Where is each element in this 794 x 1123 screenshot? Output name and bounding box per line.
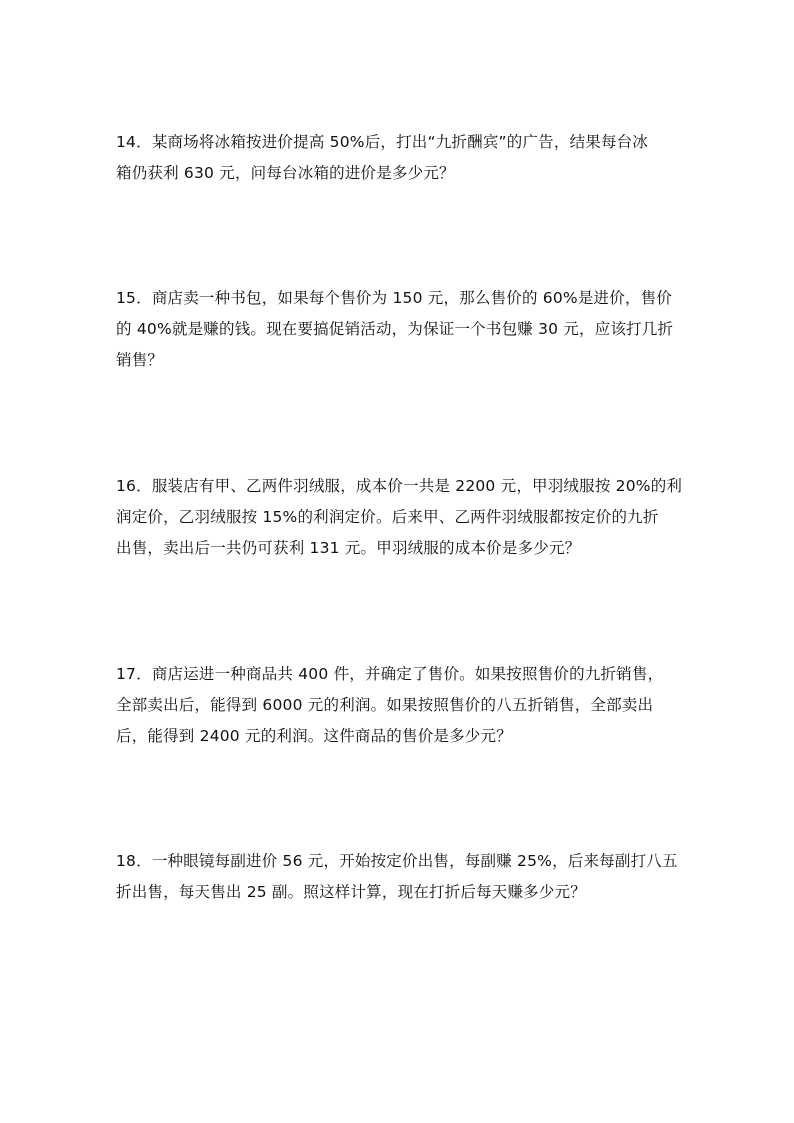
question-line: 润定价，乙羽绒服按 15%的利润定价。后来甲、乙两件羽绒服都按定价的九折 xyxy=(116,508,659,526)
question-line: 15．商店卖一种书包，如果每个售价为 150 元，那么售价的 60%是进价，售价 xyxy=(116,289,673,307)
question-line: 箱仍获利 630 元，问每台冰箱的进价是多少元？ xyxy=(116,164,455,182)
question-line: 出售，卖出后一共仍可获利 131 元。甲羽绒服的成本价是多少元？ xyxy=(116,539,581,557)
question-line: 全部卖出后，能得到 6000 元的利润。如果按照售价的八五折销售，全部卖出 xyxy=(116,696,654,714)
question-18 xyxy=(116,846,676,908)
question-line: 的 40%就是赚的钱。现在要搞促销活动，为保证一个书包赚 30 元，应该打几折 xyxy=(116,320,674,338)
question-line: 14．某商场将冰箱按进价提高 50%后，打出“九折酬宾”的广告，结果每台冰 xyxy=(116,133,649,151)
question-line: 销售？ xyxy=(116,351,164,369)
question-line: 18．一种眼镜每副进价 56 元，开始按定价出售，每副赚 25%，后来每副打八五 xyxy=(116,852,678,870)
question-16 xyxy=(116,471,683,564)
question-14 xyxy=(116,127,676,189)
question-line: 折出售，每天售出 25 副。照这样计算，现在打折后每天赚多少元？ xyxy=(116,883,586,901)
question-line: 17．商店运进一种商品共 400 件，并确定了售价。如果按照售价的九折销售， xyxy=(116,665,664,683)
question-17 xyxy=(116,659,676,752)
question-line: 16．服装店有甲、乙两件羽绒服，成本价一共是 2200 元，甲羽绒服按 20%的利 xyxy=(116,477,683,495)
question-line: 后，能得到 2400 元的利润。这件商品的售价是多少元？ xyxy=(116,727,512,745)
question-15 xyxy=(116,283,676,376)
